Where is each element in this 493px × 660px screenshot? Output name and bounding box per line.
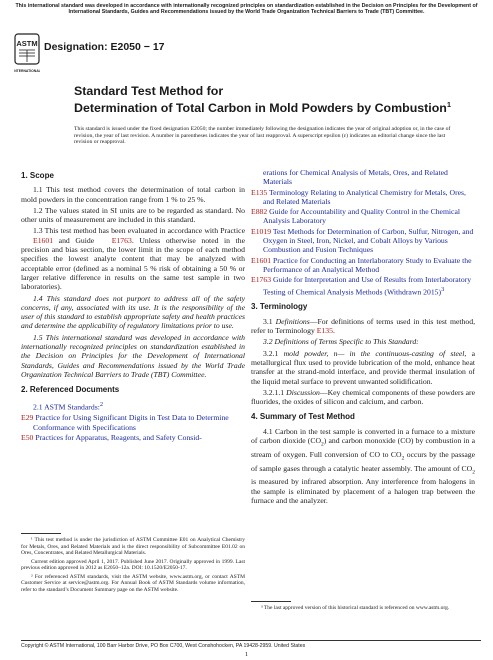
logo-text-astm: ASTM (16, 39, 38, 48)
summary-4-1-d: is measured by infrared absorption. Any interference from halogens in the sample is eliminated by placement of a halogen trap between the furnace and the analyzer. (251, 477, 475, 506)
left-column (21, 171, 245, 443)
designation: Designation: E2050 − 17 (44, 41, 165, 53)
ref-code[interactable]: E50 (21, 432, 34, 442)
title-main: Determination of Total Carbon in Mold Powders by Combustion (74, 101, 447, 116)
astm-logo (14, 33, 40, 81)
section-terminology-heading: 3. Terminology (251, 302, 308, 312)
scope-1-3-c: . Unless otherwise noted in the precision and bias section, the lower limit in the scope of each method specifies the lowest analyte content that may be analyzed with acceptable error (defined as a nominal 5 % risk of obtaining a 50 % or larger relative difference in results on the same test sample in two laboratories). (21, 235, 246, 292)
term-3-1 (251, 317, 475, 336)
ref-desc[interactable]: Test Methods for Determination of Carbon, Sulfur, Nitrogen, and Oxygen in Steel, Iron, Nickel, and Cobalt Alloys by Various Combustion and Fusion Techniques (263, 226, 474, 255)
ref-e1763[interactable] (251, 275, 475, 296)
scope-1-2: 1.2 The values stated in SI units are to be regarded as standard. No other units of measurement are included in this standard. (21, 205, 245, 225)
footnote-1-edition: Current edition approved April 1, 2017. Published June 2017. Originally approved in 1999. Last previous edition approved in 2012 as E2050–12a. DOI: 10.1520/E2050-17. (21, 558, 245, 571)
footnote-rule (21, 533, 61, 534)
term-3-2: 3.2 Definitions of Terms Specific to This Standard: (263, 337, 419, 347)
copyright-line: Copyright © ASTM International, 100 Barr Harbor Drive, PO Box C700, West Conshohocken, PA 19428-2959. United States (21, 640, 481, 649)
ref-e882[interactable] (251, 207, 475, 226)
link-e1763[interactable]: E1763 (111, 235, 132, 245)
term-3-1-text: —For definitions of terms used in this test method, refer to Terminology (251, 316, 475, 336)
ref-code[interactable]: E29 (21, 413, 34, 423)
summary-4-1 (251, 427, 475, 506)
title-line-2 (74, 98, 454, 115)
footnotes-right (251, 601, 475, 614)
scope-1-3 (21, 226, 245, 291)
ref-code[interactable]: E1763 (251, 275, 272, 285)
sub-2: 2 (472, 469, 475, 476)
link-e135[interactable]: E135 (316, 326, 333, 336)
section-refdocs-heading: 2. Referenced Documents (21, 385, 120, 395)
scope-1-3-b: and Guide (53, 235, 100, 245)
term-3-2-1 (251, 349, 475, 386)
page-number: 1 (244, 651, 249, 658)
term-3-2-1-1-ital: Discussion (286, 387, 320, 397)
ref-code[interactable]: E1019 (251, 226, 272, 236)
ref-desc[interactable]: Guide for Accountability and Quality Control in the Chemical Analysis Laboratory (263, 207, 461, 226)
summary-4-1-a: 4.1 Carbon in the test sample is converted in a furnace to a mixture of carbon dioxide (CO (251, 426, 475, 445)
term-3-2-1-1 (251, 388, 475, 407)
ref-e1601[interactable] (251, 256, 475, 275)
footnotes-left (21, 533, 245, 595)
link-e1601[interactable]: E1601 (33, 235, 54, 245)
right-column (251, 168, 475, 507)
scope-1-1: 1.1 This test method covers the determination of total carbon in mold powders in the concentration range from 1 % to 25 %. (21, 185, 245, 204)
term-3-1-end: . (332, 326, 335, 336)
title-footnote-mark: 1 (446, 100, 452, 109)
ref-desc[interactable]: Practice for Using Significant Digits in Test Data to Determine Conformance with Specifications (33, 413, 229, 432)
footnote-3: ³ The last approved version of this historical standard is referenced on www.astm.org. (261, 605, 450, 611)
ref-code[interactable]: E882 (251, 207, 268, 217)
scope-1-3-a: 1.3 This test method has been evaluated in accordance with Practice (33, 226, 245, 236)
astm-standards-sup: 2 (99, 400, 104, 408)
ref-code[interactable]: E135 (251, 187, 268, 197)
term-3-1-ital: Definitions (275, 316, 310, 326)
term-3-2-1-ital: mold powder, n— in the continuous-casting of steel, (283, 348, 467, 358)
ref-desc-start[interactable]: Practices for Apparatus, Reagents, and Safety Consid- (33, 432, 202, 442)
term-3-2-1-text: a metallurgical flux used to provide lubrication of the mold, enhance heat transfer at the strand-mold interface, and provide thermal insulation of the liquid metal surface to prevent unwanted solidification. (251, 348, 475, 386)
summary-4-1-c: occurs by the passage of sample gases through a catalytic heater assembly. The amount of CO (251, 449, 475, 473)
section-scope-heading: 1. Scope (21, 171, 54, 180)
footnote-rule (251, 601, 291, 602)
sub-2: 2 (401, 455, 405, 462)
term-3-1-num: 3.1 (263, 316, 276, 326)
logo-text-international: INTERNATIONAL (14, 69, 40, 73)
term-3-2-1-num: 3.2.1 (263, 348, 284, 358)
title-line-1: Standard Test Method for (74, 84, 224, 98)
ref-desc[interactable]: Terminology Relating to Analytical Chemistry for Metals, Ores, and Related Materials (263, 187, 466, 206)
summary-4-1-b: ) and carbon monoxide (CO) by combustion in a stream of oxygen. Full conversion of CO to CO (251, 435, 475, 459)
footnote-1: ¹ This test method is under the jurisdiction of ASTM Committee E01 on Analytical Chemistry for Metals, Ores, and Related Materials and is the direct responsibility of Subcommittee E01.02 on Ores, Concentrates, and Related Metallurgical Materials. (21, 537, 245, 556)
ref-e50[interactable] (21, 433, 245, 442)
ref-e29[interactable] (21, 413, 245, 432)
ref-sup: 3 (441, 285, 445, 293)
ref-desc[interactable]: Guide for Interpretation and Use of Results from Interlaboratory Testing of Chemical Analysis Methods (Withdrawn 2015) (263, 275, 472, 297)
ref-e1019[interactable] (251, 227, 475, 255)
ref-e50-continued[interactable]: erations for Chemical Analysis of Metals, Ores, and Related Materials (263, 168, 448, 187)
issuance-note: This standard is issued under the fixed designation E2050; the number immediately following the designation indicates the year of original adoption or, in the case of revision, the year of last revision. A number in parentheses indicates the year of last reapproval. A superscript epsilon (ε) indicates an editorial change since the last revision or reapproval. (74, 126, 451, 146)
wto-notice: This international standard was developed in accordance with internationally recognized principles on standardization established in the Decision on Principles for the Development of International Standards, Guides and Recommendations issued by the World Trade Organization Technical Barriers to Trade (TBT) Committee. (15, 3, 478, 16)
astm-standards-label (21, 400, 245, 412)
term-3-2-1-1-text: —Key chemical components of these powders are fluorides, the oxides of silicon and calcium, and carbon. (251, 387, 475, 407)
section-summary-heading: 4. Summary of Test Method (251, 412, 355, 422)
scope-1-5: 1.5 This international standard was developed in accordance with internationally recognized principles on standardization established in the Decision on Principles for the Development of International Standards, Guides and Recommendations issued by the World Trade Organization Technical Barriers to Trade (TBT) Committee. (21, 332, 245, 379)
ref-e135[interactable] (251, 188, 475, 207)
sub-2: 2 (321, 441, 324, 448)
term-3-2-1-1-num: 3.2.1.1 (263, 387, 287, 397)
standard-title (74, 84, 454, 115)
ref-desc[interactable]: Practice for Conducting an Interlaboratory Study to Evaluate the Performance of an Analytical Method (263, 255, 472, 274)
footnote-2: ² For referenced ASTM standards, visit the ASTM website, www.astm.org, or contact ASTM Customer Service at service@astm.org. For Annual Book of ASTM Standards volume information, refer to the standard’s Document Summary page on the ASTM website. (21, 573, 245, 593)
astm-standards-text: 2.1 ASTM Standards: (33, 402, 100, 412)
scope-1-4: 1.4 This standard does not purport to address all of the safety concerns, if any, associated with its use. It is the responsibility of the user of this standard to establish appropriate safety and health practices and determine the applicability of regulatory limitations prior to use. (21, 293, 245, 331)
ref-code[interactable]: E1601 (251, 255, 272, 265)
